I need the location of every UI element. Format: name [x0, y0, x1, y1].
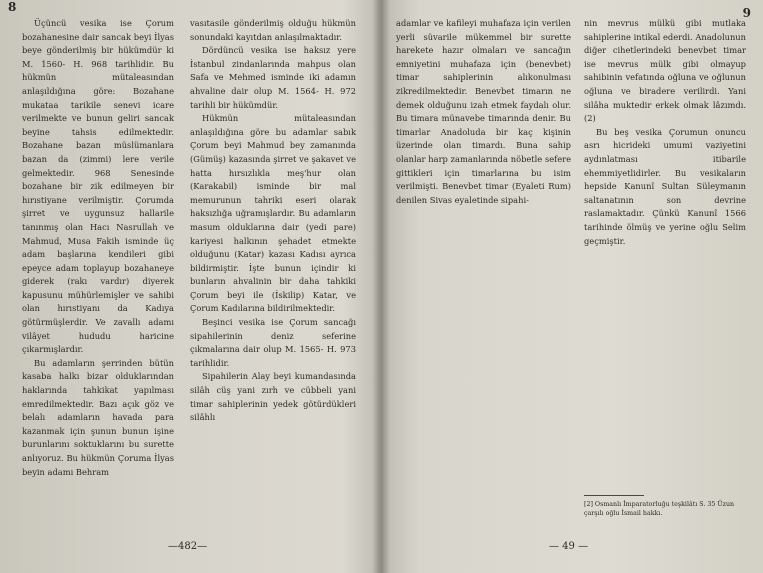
- paragraph: Sipahilerin Alay beyi kumandasında silâh cüş yani zırh ve cübbeli yani timar sahiplerinin yedek götürdükleri silâhlı: [190, 371, 356, 423]
- right-page: [384, 0, 763, 573]
- paragraph: Beşinci vesika ise Çorum sancağı sipahilerinin deniz seferine çıkmalarına dair olup M. 1565- H. 973 tarihlidir.: [190, 317, 356, 368]
- paragraph: adamlar ve kafileyi muhafaza için verilen yerli süvarile mükemmel bir surette harekete hazır olmaları ve sancağın emniyetini muhafaza için (benevbet) timar sahiplerinin alıkonulması zikredilmektedir. Benevbet timarın ne demek olduğunu izah etmek faydalı olur. Bu timara münavebe timarında denir. Bu timarlar Anadoluda bir kaç kişinin üzerinde olan timardı. Buna sahip olanlar harp zamanlarında nöbetle sefere gittikleri için timarlarına bu isim verilmişti. Benevbet timar (Eyaleti Rum) denilen Sivas eyaletinde sipahi-: [396, 18, 571, 205]
- paragraph: Bu beş vesika Çorumun onuncu asrı hicrideki umumi vaziyetini aydınlatması itibarile ehemmiyetlidirler. Bu vesikaların hepside Kanunî Sultan Süleymanın saltanatının son devrine raslamaktadır. Çünkü Kanunî 1566 tarihinde ölmüş ve yerine oğlu Selim geçmiştir.: [584, 126, 746, 246]
- footnote: [2] Osmanlı İmparatorluğu teşkilâtı S. 35 Ûzun çarşılı oğlu İsmail hakkı.: [584, 501, 735, 517]
- text-column: [190, 17, 356, 425]
- paragraph: nin mevrus mülkü gibi mutlaka sahiplerine intikal ederdi. Anadolunun diğer cihetlerindeki benevbet timar ise mevrus mülk gibi olmayup sahibinin vefatında oğluna ve oğlunun oğluna ve biradere verilirdi. Yani silâha muktedir erkek olmak lâzımdı. (2): [584, 18, 746, 124]
- text-column: [22, 17, 174, 479]
- page-number-top: 9: [742, 6, 751, 20]
- page-number-top: 8: [8, 0, 17, 14]
- text-column: [584, 17, 746, 248]
- text-column: [396, 17, 571, 207]
- paragraph: Hükmün mütaleasından anlaşıldığına göre bu adamlar sabık Çorum beyi Mahmud bey zamanında (Gümüş) kazasında şirret ve şakavet ve hatta hırsızlıkla meş'hur olan (Karakabil) isminde bir mal memurunun tahriki eseri olarak haksızlığa uğramışlardır. Bu adamların masum olduklarına dair (yedi pare) kariyesi halkının şehadet etmekte olduğunu (Katar) kazası Kadısı ayrıca bildirmiştir. İşte bunun içindir ki bunların ahvalinin bir daha tahkiki Çorum beyi ile (İskilip) Katar, ve Çorum Kadılarına bildirilmektedir.: [190, 113, 356, 314]
- paragraph: Dördüncü vesika ise haksız yere İstanbul zindanlarında mahpus olan Safa ve Mehmed isminde iki adamın ahvaline dair olup M. 1564- H. 972 tarihli bir hükümdür.: [190, 45, 356, 110]
- paragraph: Üçüncü vesika ise Çorum bozahanesine dair sancak beyi İlyas beye gönderilmiş bir hükümdür ki M. 1560- H. 968 tarihlidir. Bu hükmün mütaleasından anlaşıldığına göre: Bozahane mukataa tarikile senevi icare verilmekte ve bunun geliri sancak beyine tahsis edilmektedir. Bozahane bazan müslümanlara bazan da (zimmi) lere verile gelmektedir. 968 Senesinde bozahane bir zik edilmeyen bir hırıstiyane verilmiştir. Çorumda şirret ve uygunsuz hallarile tanınmış olan Hacı Nasrullah ve Mahmud, Musa Fakih isminde üç adam başlarına kendileri gibi epeyce adam toplayup bozahaneye giderek (rakı vardır) diyerek kapusunu mühürlemişler ve sahibi olan hırıstiyanı da Kadıya götürmüşlerdir. Ve zavallı adamı vilâyet hududu haricine çıkarmışlardır.: [22, 18, 174, 355]
- paragraph: vasıtasile gönderilmiş olduğu hükmün sonundaki kayıtdan anlaşılmaktadır.: [190, 18, 356, 42]
- paragraph: Bu adamların şerrinden bütün kasaba halkı bizar olduklarından haklarında tahkikat yapılması emredilmektedir. Bazı açık göz ve belalı adamların havada para kazanmak için şunun bunun işine burunlarını soktuklarını bu surette anlıyoruz. Bu hükmün Çoruma İlyas beyin adamı Behram: [22, 357, 174, 477]
- footnote-divider: [584, 495, 644, 496]
- page-number-bottom: —482—: [168, 541, 208, 552]
- left-page: [0, 0, 378, 573]
- page-number-bottom: — 49 —: [549, 541, 589, 552]
